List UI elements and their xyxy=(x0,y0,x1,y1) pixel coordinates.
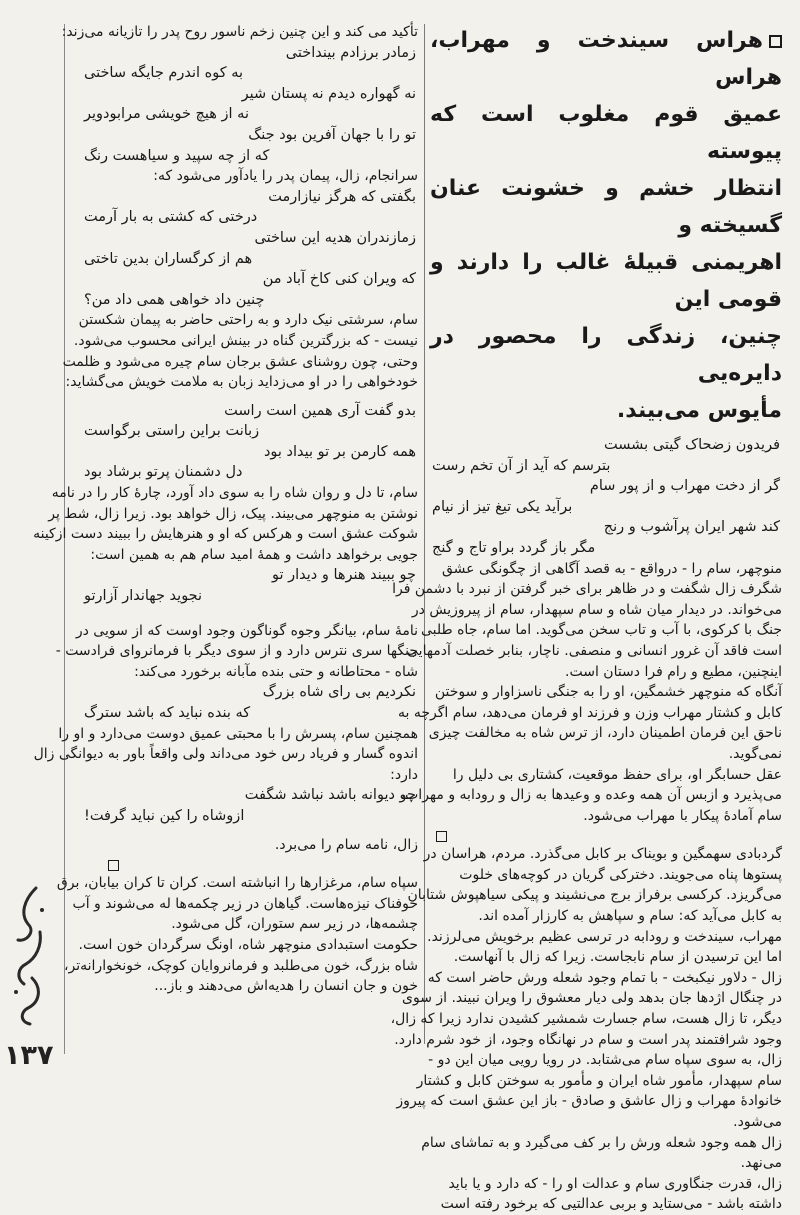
verse-block: بدو گفت آری همین است راست زبانت براین راستی برگواست همه کارمن بر تو بیداد بود دل دشمنان پرتو برشاد بود xyxy=(84,402,416,481)
verse-block: فریدون زضحاک گیتی بشست بترسم که آید از آن تخم رست گر از دخت مهراب و از پور سام برآید یکی تیغ تیز از نیام کند شهر ایران پرآشوب و رنج مگر باز گردد براو تاج و گنج xyxy=(432,437,780,556)
paragraph: مهراب، سیندخت و رودابه در ترسی عظیم برخویش می‌لرزند. اما این ترسیدن از سام نابجاست. زیرا که زال با آنهاست. xyxy=(427,928,782,966)
square-bullet-icon xyxy=(769,35,782,48)
verse-block: نکردیم بی رای شاه بزرگ که بنده نباید که باشد سترگ xyxy=(84,684,416,721)
verse-block: چو ببیند هنرها و دیدار تو نجوید جهاندار آزارتو xyxy=(84,567,416,605)
verse-block: چو دیوانه باشد نباشد شگفت ازوشاه را کین نباید گرفت! xyxy=(84,787,416,824)
intro-paragraph: هراس سیندخت و مهراب، هراس عمیق قوم مغلوب است که پیوسته انتظار خشم و خشونت عنان گسیخته و اهریمنی قبیلهٔ غالب را دارند و قومی این چنین، زندگی را محصور در دایره‌یی مأیوس می‌بیند. xyxy=(430,28,782,423)
verse-block: بگفتی که هرگز نیازارمت درختی که کشتی به بار آرمت زمازندران هدیه این ساختی هم از کرگساران بدین تاختی که ویران کنی کاخ آباد من چنین داد خواهی همی داد من؟ xyxy=(84,188,416,308)
paragraph: زال - دلاور نیکبخت - با تمام وجود شعله ورش حاضر است که در چنگال اژدها جان بدهد ولی دیار معشوق را ویران نبیند. از سوی دیگر، تا زال هست، سام جسارت شمشیر کشیدن ندارد زیرا که زال، وجود شرافتمند پدر است و سام در نهانگاه وجود، از خود شرم دارد. xyxy=(390,969,782,1048)
paragraph: منوچهر، سام را - درواقع - به قصد آگاهی از چگونگی عشق شگرف زال شگفت و در ظاهر برای خبر گرفتن از نبرد با دشمن فرا می‌خواند. در دیدار میان شاه و سام سپهدار، سام از پیروزیش در جنگ با کرکوی، با آب و تاب سخن می‌گوید. اما سام، جاه طلبی است فاقد آن غرور انسانی و منصفی. ناچار، بنابر خصلت آدمهایی اینچنین، مطیع و رام فرا دستان است. xyxy=(392,560,782,680)
paragraph: آنگاه که منوچهر خشمگین، او را به جنگی ناسزاوار و سوختن کابل و کشتار مهراب وزن و فرزند او فرمان می‌دهد، سام اگرچه به ناحق این فرمان اطمینان دارد، از ترس شاه به مخالفت چیزی نمی‌گوید. xyxy=(397,684,782,762)
paragraph: همچنین سام، پسرش را با محبتی عمیق دوست می‌دارد و او را اندوه گسار و فریاد رس خود می‌داند ولی واقعاً باور به دیوانگی زال دارد: xyxy=(33,725,418,783)
paragraph: نامهٔ سام، بیانگر وجوه گوناگون وجود اوست که از سویی در جنگها سری نترس دارد و از سوی دیگر با فرمانروای فرادست - شاه - محتاطانه و حتی بنده مآبانه برخورد می‌کند: xyxy=(55,622,418,680)
paragraph: گردبادی سهمگین و بویناک بر کابل می‌گذرد. مردم، هراسان در پستوها پناه می‌جویند. دخترکی گریان در کوچه‌های خلوت می‌گریزد. کرکسی برفراز برج می‌نشیند و پیکی سیاهپوش شتابان به کابل می‌آید که: سام و سپاهش به کارزار آمده اند. xyxy=(407,846,782,925)
paragraph: سپاه سام، مرغزارها را انباشته است. کران تا کران بیابان، برق خوفناک نیزه‌هاست. گیاهان در زیر چکمه‌ها له می‌شوند و آب چشمه‌ها، در زیر سم ستوران، گل می‌شود. xyxy=(56,875,418,933)
calligraphy-logo-icon xyxy=(6,880,54,1030)
paragraph: حکومت استبدادی منوچهر شاه، اونگ سرگردان خون است. شاه بزرگ، خون می‌طلبد و فرمانروایان کوچک، خونخوارانه‌تر، خون و جان انسان را هدیه‌اش می‌دهند و باز... xyxy=(64,936,418,995)
page-number: ۱۳۷ xyxy=(4,1040,54,1071)
square-bullet-icon xyxy=(108,860,119,871)
verse-block: به کوه اندرم جایگه ساختی نه گهواره دیدم نه پستان شیر نه از هیچ خویشی مرابودویر تو را با جهان آفرین بود جنگ که از چه سپید و سیاهست رنگ xyxy=(84,65,416,164)
paragraph: زال، به سوی سپاه سام می‌شتابد. در رویا رویی میان این دو - سام سپهدار، مأمور شاه ایران و مأمور به سوختن کابل و کشتار خانوادهٔ مهراب و زال عاشق و صادق - باز این عشق است که پیروز می‌شود. xyxy=(396,1052,782,1130)
square-bullet-icon xyxy=(436,831,447,842)
paragraph: زال همه وجود شعله ورش را بر کف می‌گیرد و به تماشای سام می‌نهد. xyxy=(421,1134,782,1172)
left-column: تأکید می کند و این چنین زخم ناسور روح پدر را تازیانه می‌زند: زمادر برزادم بینداختی به کوه اندرم جایگه ساختی نه گهواره دیدم نه پستان شیر نه از هیچ خویشی مرابودویر تو را با جهان آفرین بود جنگ که از چه سپید و سیاهست رنگ سرانجام، زال، پیمان پدر را یادآور می‌شود که: بگفتی که هرگز نیازارمت درختی که کشتی به بار آرمت زمازندران هدیه این ساختی هم از کرگساران بدین تاختی که ویران کنی کاخ آباد من چنین داد خواهی همی داد من؟ سام، سرشتی نیک دارد و به راحتی حاضر به پیمان شکستن نیست - که بزرگترین گناه در بینش ایرانی محسوب می‌شود. وحتی، چون روشنای عشق برجان سام چیره می‌شود و ظلمت خودخواهی را در او می‌زداید زبان به ملامت خویش می‌گشاید: بدو گفت آری همین است راست زبانت براین راستی برگواست همه کارمن بر تو بیداد بود دل دشمنان پرتو برشاد بود سام، تا دل و روان شاه را به سوی داد آورد، چارهٔ کار را در نامه نوشتن به منوچهر می‌بیند. پیک، زال خواهد بود. زیرا زال، شط پر شوکت عشق است و هرکس که او و هنرهایش را ببیند دست ازکینه جویی برخواهد داشت و همهٔ امید سام هم به همین است: چو ببیند هنرها و دیدار تو نجوید جهاندار آزارتو نامهٔ سام، بیانگر وجوه گوناگون وجود اوست که از سویی در جنگها سری نترس دارد و از سوی دیگر با فرمانروای فرادست - شاه - محتاطانه و حتی بنده مآبانه برخورد می‌کند: نکردیم بی رای شاه بزرگ که بنده نباید که باشد سترگ همچنین سام، پسرش را با محبتی عمیق دوست می‌دارد و او را اندوه گسار و فریاد رس خود می‌داند ولی واقعاً باور به دیوانگی زال دارد: چو دیوانه باشد نباشد شگفت ازوشاه را کین نباید گرفت! زال، نامه سام را می‌برد. سپاه سام، مرغزارها را انباشته است. کران تا کران بیابان، برق خوفناک نیزه‌هاست. گیاهان در زیر چکمه‌ها له می‌شوند و آب چشمه‌ها، در زیر سم ستوران، گل می‌شود. حکومت استبدادی منوچهر شاه، اونگ سرگردان خون است. شاه بزرگ، خون می‌طلبد و فرمانروایان کوچک، خونخوارانه‌تر، خون و جان انسان را هدیه‌اش می‌دهند و باز... xyxy=(82,22,418,997)
paragraph: سام، سرشتی نیک دارد و به راحتی حاضر به پیمان شکستن نیست - که بزرگترین گناه در بینش ایرانی محسوب می‌شود. xyxy=(73,312,418,349)
paragraph: عقل حسابگر او، برای حفظ موقعیت، کشتاری بی دلیل را می‌پذیرد و ازبس آن همه وعده و وعیدها به زال و رودابه و مهراب، سام آمادهٔ پیکار با مهراب می‌شود. xyxy=(400,766,782,824)
paragraph: زال، قدرت جنگاوری سام و عدالت او را - که دارد و یا باید داشته باشد - می‌ستاید و بربی عدالتیی که برخود رفته است xyxy=(440,1175,782,1213)
paragraph: وحتی، چون روشنای عشق برجان سام چیره می‌شود و ظلمت خودخواهی را در او می‌زداید زبان به ملامت خویش می‌گشاید: xyxy=(62,353,418,391)
paragraph: سام، تا دل و روان شاه را به سوی داد آورد، چارهٔ کار را در نامه نوشتن به منوچهر می‌بیند. پیک، زال خواهد بود. زیرا زال، شط پر شوکت عشق است و هرکس که او و هنرهایش را ببیند دست ازکینه جویی برخواهد داشت و همهٔ امید سام هم به همین است: xyxy=(33,485,418,563)
right-column xyxy=(390,22,782,1215)
